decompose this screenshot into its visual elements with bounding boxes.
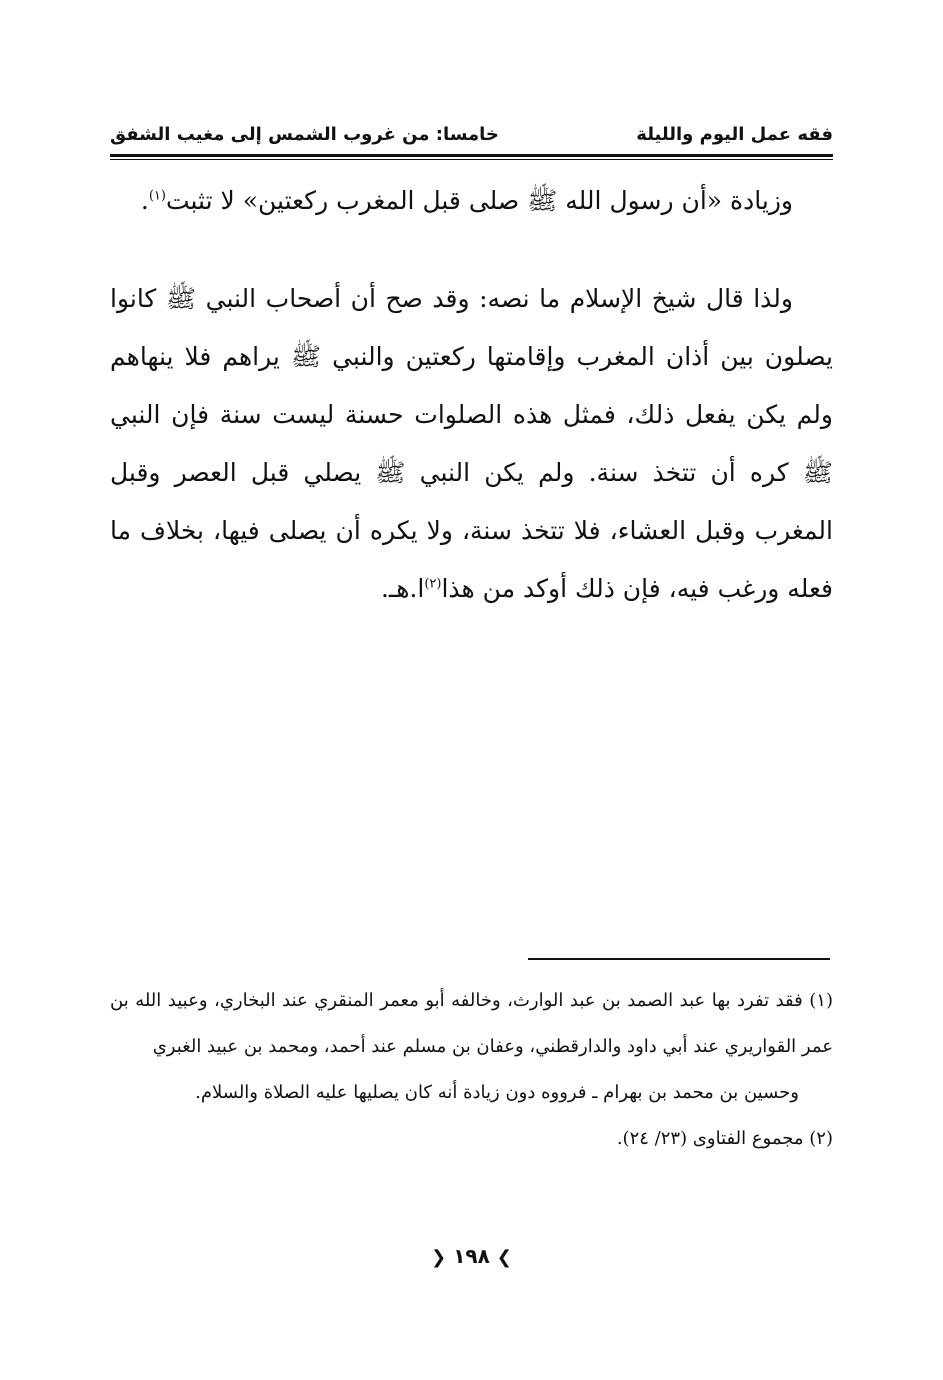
footnote-1-text: فقد تفرد بها عبد الصمد بن عبد الوارث، وخالفه أبو معمر المنقري عند البخاري، وعبيد الله بن عمر القواريري عند أبي داود والدارقطني، وعفان بن مسلم عند أحمد، ومحمد بن عبيد الغبري (110, 990, 833, 1057)
quote-text: ولذا قال شيخ الإسلام ما نصه: وقد صح أن أصحاب النبي ﷺ كانوا يصلون بين أذان المغرب وإقامتها ركعتين والنبي ﷺ يراهم فلا ينهاهم ولم يكن يفعل ذلك، فمثل هذه الصلوات حسنة ليست سنة فإن النبي ﷺ كره أن تتخذ سنة. ولم يكن النبي ﷺ يصلي قبل العصر وقبل المغرب وقبل العشاء، فلا تتخذ سنة، ولا يكره أن يصلى فيها، بخلاف ما فعله ورغب فيه، فإن ذلك أوكد من هذا (110, 284, 833, 603)
footnote-separator (528, 958, 830, 960)
ornament-right-icon: ❯ (496, 1247, 512, 1268)
page-number: ١٩٨ (453, 1244, 490, 1268)
main-text (110, 172, 833, 618)
footnote-ref-1: (١) (148, 188, 166, 204)
running-header (110, 120, 833, 152)
quote-end: ا.هـ. (380, 574, 425, 603)
footnote-1-number: (١) (809, 990, 833, 1011)
book-title: فقه عمل اليوم والليلة (636, 124, 833, 145)
header-rule-thin (110, 159, 833, 160)
footnotes (110, 978, 833, 1162)
quote-paragraph (110, 270, 833, 618)
lead-text: وزيادة «أن رسول الله ﷺ صلى قبل المغرب ركعتين» لا تثبت (165, 186, 793, 215)
footnote-2-number: (٢) (809, 1128, 833, 1149)
footnote-1 (110, 978, 833, 1070)
footnote-2 (110, 1116, 833, 1162)
ornament-left-icon: ❮ (431, 1247, 447, 1268)
header-rule (110, 154, 833, 157)
lead-paragraph (110, 172, 833, 230)
page-number-block (0, 1244, 943, 1268)
footnote-ref-2: (٢) (424, 576, 442, 592)
chapter-title: خامسا: من غروب الشمس إلى مغيب الشفق (110, 124, 499, 145)
footnote-2-text: مجموع الفتاوى (٢٣/ ٢٤). (616, 1128, 804, 1149)
lead-end: . (140, 186, 149, 215)
footnote-1-continuation: وحسين بن محمد بن بهرام ـ فرووه دون زيادة أنه كان يصليها عليه الصلاة والسلام. (195, 1082, 799, 1103)
